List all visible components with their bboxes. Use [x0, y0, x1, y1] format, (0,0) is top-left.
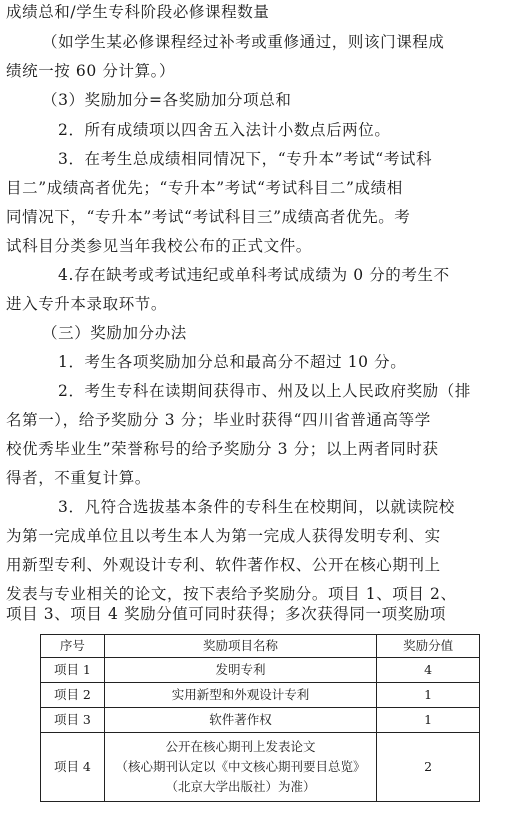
paragraph-line: 2．所有成绩项以四舍五入法计小数点后两位。: [58, 121, 391, 139]
paragraph-line: 4.存在缺考或考试违纪或单科考试成绩为 0 分的考生不: [58, 266, 450, 284]
paragraph-line: 目二”成绩高者优先；“专升本”考试“考试科目二”成绩相: [6, 179, 403, 197]
header-cell-name: 奖励项目名称: [104, 635, 376, 658]
cell-no: 项目 3: [41, 708, 105, 733]
paragraph-line: （如学生某必修课程经过补考或重修通过，则该门课程成: [42, 33, 445, 51]
paragraph-line: 同情况下，“专升本”考试“考试科目三”成绩高者优先。考: [6, 208, 411, 226]
cell-no: 项目 4: [41, 733, 105, 802]
paragraph-line: （3）奖励加分=各奖励加分项总和: [42, 91, 292, 109]
table-row: [41, 708, 480, 733]
header-cell-score: 奖励分值: [377, 635, 480, 658]
cell-name-line: （北京大学出版社）为准）: [165, 779, 316, 794]
cell-score: 1: [377, 708, 480, 733]
paragraph-line: 成绩总和/学生专科阶段必修课程数量: [6, 3, 270, 21]
table-row: [41, 733, 480, 802]
cell-no: 项目 1: [41, 658, 105, 683]
paragraph-line: 项目 3、项目 4 奖励分值可同时获得；多次获得同一项奖励项: [6, 605, 447, 623]
paragraph-line: 3．凡符合选拔基本条件的专科生在校期间，以就读院校: [58, 498, 455, 516]
cell-name: 实用新型和外观设计专利: [104, 683, 376, 708]
cell-no: 项目 2: [41, 683, 105, 708]
cell-name: 发明专利: [104, 658, 376, 683]
cell-name-line: （核心期刊认定以《中文核心期刊要目总览》: [115, 759, 366, 774]
table-row: [41, 658, 480, 683]
cell-name: [104, 733, 376, 802]
cell-score: 1: [377, 683, 480, 708]
cell-score: 4: [377, 658, 480, 683]
paragraph-line: 为第一完成单位且以考生本人为第一完成人获得发明专利、实: [6, 527, 441, 545]
table-header-row: [41, 635, 480, 658]
header-cell-no: 序号: [41, 635, 105, 658]
award-table: [40, 634, 480, 802]
paragraph-line: 1．考生各项奖励加分总和最高分不超过 10 分。: [58, 353, 407, 371]
cell-name: 软件著作权: [104, 708, 376, 733]
paragraph-line: 试科目分类参见当年我校公布的正式文件。: [6, 237, 312, 255]
paragraph-line: 发表与专业相关的论文，按下表给予奖励分。项目 1、项目 2、: [6, 585, 457, 603]
paragraph-line: 进入专升本录取环节。: [6, 295, 168, 313]
table-row: [41, 683, 480, 708]
paragraph-line: 2．考生专科在读期间获得市、州及以上人民政府奖励（排: [58, 382, 471, 400]
section-heading: （三）奖励加分办法: [42, 324, 187, 342]
paragraph-line: 用新型专利、外观设计专利、软件著作权、公开在核心期刊上: [6, 556, 441, 574]
paragraph-line: 3．在考生总成绩相同情况下，“专升本”考试“考试科: [58, 150, 433, 168]
paragraph-line: 校优秀毕业生”荣誉称号的给予奖励分 3 分；以上两者同时获: [6, 440, 439, 458]
paragraph-line: 得者，不重复计算。: [6, 469, 151, 487]
cell-score: 2: [377, 733, 480, 802]
cell-name-line: 公开在核心期刊上发表论文: [165, 739, 316, 754]
paragraph-line: 名第一），给予奖励分 3 分；毕业时获得“四川省普通高等学: [6, 411, 431, 429]
paragraph-line: 绩统一按 60 分计算。）: [6, 62, 176, 80]
